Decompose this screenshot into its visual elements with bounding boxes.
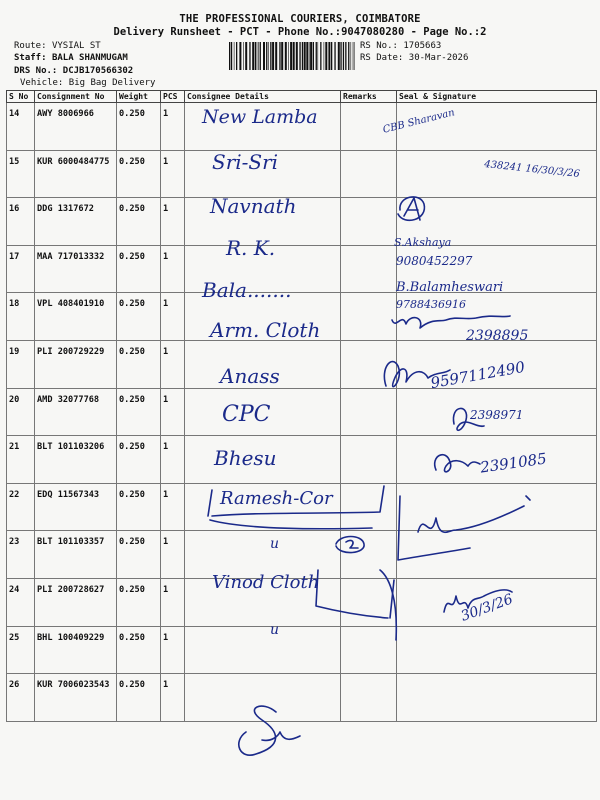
table-row <box>7 198 597 246</box>
pcs-cell: 1 <box>161 436 185 484</box>
table-row <box>7 483 597 531</box>
sno-cell: 18 <box>7 293 35 341</box>
seal-signature-cell <box>397 531 597 579</box>
route-label: Route: <box>14 41 47 51</box>
pcs-cell: 1 <box>161 483 185 531</box>
seal-signature-cell <box>397 388 597 436</box>
table-row <box>7 340 597 388</box>
company-title: THE PROFESSIONAL COURIERS, COIMBATORE <box>179 13 421 25</box>
sno-cell: 16 <box>7 198 35 246</box>
consignment-number-cell: AMD 32077768 <box>35 388 117 436</box>
consignee-cell <box>185 436 341 484</box>
drs-value: DCJB170566302 <box>62 66 134 76</box>
rs-date-line <box>360 54 468 63</box>
consignment-number-cell: KUR 7006023543 <box>35 674 117 722</box>
handwritten-seal-note: S.Akshaya <box>394 236 452 249</box>
remarks-cell <box>341 674 397 722</box>
handwritten-consignee: Navnath <box>210 194 297 218</box>
consignee-cell <box>185 340 341 388</box>
sno-cell: 22 <box>7 483 35 531</box>
remarks-cell <box>341 531 397 579</box>
weight-cell: 0.250 <box>117 578 161 626</box>
remarks-cell <box>341 340 397 388</box>
header-consignment: Consignment No <box>35 91 117 103</box>
handwritten-seal-note: 2398971 <box>470 408 524 422</box>
sno-cell: 19 <box>7 340 35 388</box>
handwritten-seal-note: 2391085 <box>479 449 548 477</box>
table-row <box>7 626 597 674</box>
drs-label: DRS No.: <box>14 66 58 76</box>
handwritten-consignee: CPC <box>222 402 271 427</box>
pcs-cell: 1 <box>161 340 185 388</box>
handwritten-consignee: Bhesu <box>214 446 277 470</box>
seal-signature-cell <box>397 436 597 484</box>
handwritten-consignee: Sri-Sri <box>212 150 279 174</box>
barcode <box>229 42 356 70</box>
handwritten-consignee: Arm. Cloth <box>210 318 321 342</box>
route-line <box>14 42 101 51</box>
seal-signature-cell <box>397 245 597 293</box>
table-row <box>7 578 597 626</box>
consignment-number-cell: PLI 200728627 <box>35 578 117 626</box>
consignee-cell <box>185 483 341 531</box>
header-seal: Seal & Signature <box>397 91 597 103</box>
pcs-cell: 1 <box>161 293 185 341</box>
seal-signature-cell <box>397 483 597 531</box>
weight-cell: 0.250 <box>117 626 161 674</box>
header-weight: Weight <box>117 91 161 103</box>
consignment-number-cell: KUR 6000484775 <box>35 150 117 198</box>
handwritten-consignee: Vinod Cloth <box>212 572 320 593</box>
rs-date-label: RS Date: <box>360 53 404 63</box>
handwritten-consignee: Ramesh-Cor <box>220 488 333 509</box>
consignee-cell <box>185 388 341 436</box>
staff-value: BALA SHANMUGAM <box>51 53 128 63</box>
pcs-cell: 1 <box>161 388 185 436</box>
weight-cell: 0.250 <box>117 340 161 388</box>
sno-cell: 20 <box>7 388 35 436</box>
seal-signature-cell <box>397 103 597 151</box>
staff-line <box>14 54 128 63</box>
rs-no-line <box>360 42 441 51</box>
consignee-cell <box>185 293 341 341</box>
sno-cell: 26 <box>7 674 35 722</box>
signature-scribble <box>262 732 300 740</box>
header-sno: S No <box>7 91 35 103</box>
sno-cell: 14 <box>7 103 35 151</box>
seal-signature-cell <box>397 626 597 674</box>
weight-cell: 0.250 <box>117 531 161 579</box>
table-row <box>7 388 597 436</box>
weight-cell: 0.250 <box>117 293 161 341</box>
handwritten-seal-note: B.Balamheswari <box>396 280 504 295</box>
seal-signature-cell <box>397 293 597 341</box>
pcs-cell: 1 <box>161 626 185 674</box>
consignment-number-cell: PLI 200729229 <box>35 340 117 388</box>
pcs-cell: 1 <box>161 198 185 246</box>
rs-date-value: 30-Mar-2026 <box>408 53 469 63</box>
vehicle-value: Big Bag Delivery <box>68 78 156 88</box>
remarks-cell <box>341 388 397 436</box>
table-row <box>7 150 597 198</box>
remarks-cell <box>341 578 397 626</box>
handwritten-seal-note: 9080452297 <box>396 254 473 268</box>
pcs-cell: 1 <box>161 674 185 722</box>
sno-cell: 15 <box>7 150 35 198</box>
sno-cell: 23 <box>7 531 35 579</box>
pcs-cell: 1 <box>161 150 185 198</box>
handwritten-seal-note: 9597112490 <box>429 357 527 393</box>
consignment-number-cell: BLT 101103206 <box>35 436 117 484</box>
consignment-number-cell: MAA 717013332 <box>35 245 117 293</box>
weight-cell: 0.250 <box>117 103 161 151</box>
seal-signature-cell <box>397 198 597 246</box>
seal-signature-cell <box>397 578 597 626</box>
consignment-number-cell: BLT 101103357 <box>35 531 117 579</box>
remarks-cell <box>341 198 397 246</box>
consignee-cell <box>185 198 341 246</box>
remarks-cell <box>341 626 397 674</box>
pcs-cell: 1 <box>161 531 185 579</box>
handwritten-consignee: Anass <box>220 364 280 388</box>
consignment-number-cell: VPL 408401910 <box>35 293 117 341</box>
table-row <box>7 103 597 151</box>
handwritten-seal-note: 9788436916 <box>396 298 466 311</box>
vehicle-label: Vehicle: <box>20 78 64 88</box>
table-row <box>7 245 597 293</box>
table-row <box>7 436 597 484</box>
consignee-cell <box>185 531 341 579</box>
sno-cell: 25 <box>7 626 35 674</box>
header-pcs: PCS <box>161 91 185 103</box>
header-consignee: Consignee Details <box>185 91 341 103</box>
seal-signature-cell <box>397 340 597 388</box>
handwritten-seal-note: 2398895 <box>466 328 529 344</box>
route-value: VYSIAL ST <box>51 41 101 51</box>
handwritten-seal-note: 30/3/26 <box>458 591 516 625</box>
pcs-cell: 1 <box>161 103 185 151</box>
staff-label: Staff: <box>14 53 47 63</box>
seal-signature-cell <box>397 150 597 198</box>
handwritten-consignee: u <box>270 536 280 552</box>
remarks-cell <box>341 150 397 198</box>
table-row <box>7 531 597 579</box>
consignee-cell <box>185 245 341 293</box>
table-row <box>7 293 597 341</box>
consignment-number-cell: EDQ 11567343 <box>35 483 117 531</box>
remarks-cell <box>341 245 397 293</box>
rs-no-label: RS No.: <box>360 41 398 51</box>
consignment-number-cell: BHL 100409229 <box>35 626 117 674</box>
sno-cell: 21 <box>7 436 35 484</box>
consignee-cell <box>185 103 341 151</box>
sno-cell: 17 <box>7 245 35 293</box>
weight-cell: 0.250 <box>117 483 161 531</box>
seal-signature-cell <box>397 674 597 722</box>
consignee-cell <box>185 578 341 626</box>
consignee-cell <box>185 674 341 722</box>
vehicle-line <box>20 79 155 88</box>
runsheet-table <box>6 90 597 722</box>
table-row <box>7 674 597 722</box>
consignee-cell <box>185 626 341 674</box>
remarks-cell <box>341 293 397 341</box>
handwritten-seal-note: CBB Sharavan <box>381 107 456 136</box>
consignment-number-cell: AWY 8006966 <box>35 103 117 151</box>
handwritten-consignee: u <box>270 622 280 638</box>
drs-line <box>14 67 133 76</box>
sno-cell: 24 <box>7 578 35 626</box>
remarks-cell <box>341 483 397 531</box>
weight-cell: 0.250 <box>117 150 161 198</box>
weight-cell: 0.250 <box>117 436 161 484</box>
weight-cell: 0.250 <box>117 198 161 246</box>
handwritten-consignee: R. K. <box>226 236 276 260</box>
pcs-cell: 1 <box>161 245 185 293</box>
rs-no-value: 1705663 <box>403 41 442 51</box>
handwritten-consignee: New Lamba <box>202 106 318 128</box>
consignee-cell <box>185 150 341 198</box>
weight-cell: 0.250 <box>117 388 161 436</box>
runsheet-subtitle: Delivery Runsheet - PCT - Phone No.:9047080280 - Page No.:2 <box>113 26 487 38</box>
header-remarks: Remarks <box>341 91 397 103</box>
remarks-cell <box>341 103 397 151</box>
handwritten-consignee: Bala....... <box>202 278 292 302</box>
pcs-cell: 1 <box>161 578 185 626</box>
table-header-row <box>7 91 597 103</box>
remarks-cell <box>341 436 397 484</box>
consignment-number-cell: DDG 1317672 <box>35 198 117 246</box>
weight-cell: 0.250 <box>117 674 161 722</box>
weight-cell: 0.250 <box>117 245 161 293</box>
handwritten-seal-note: 438241 16/30/3/26 <box>483 159 581 180</box>
